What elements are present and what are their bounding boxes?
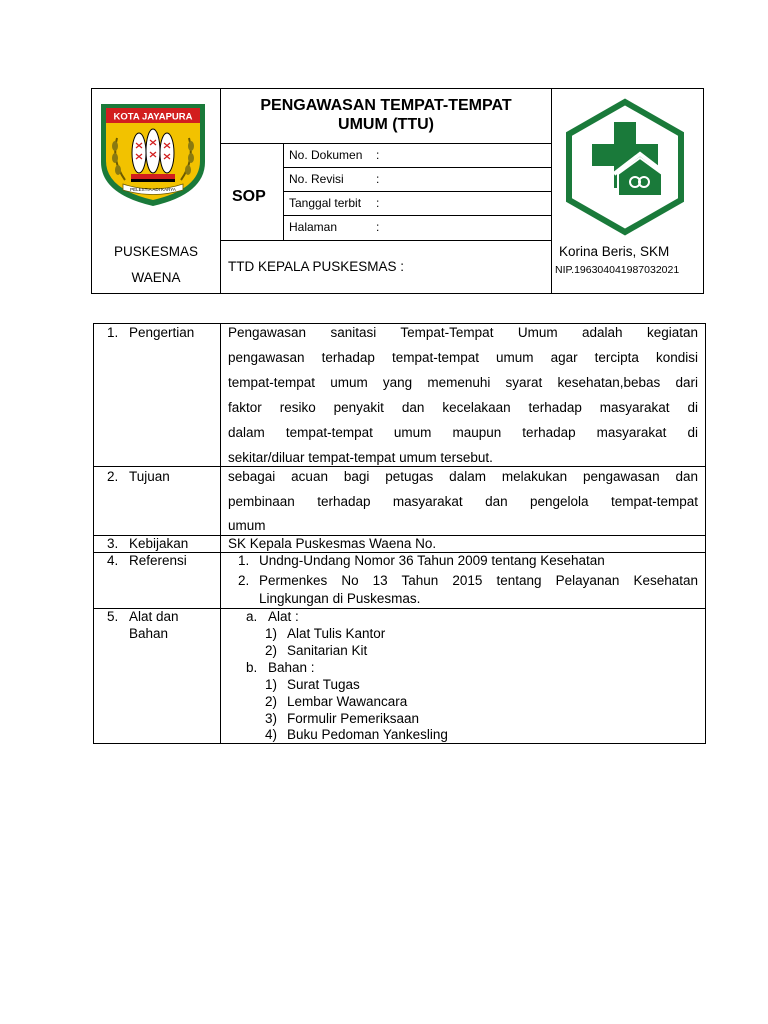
- reference-marker: 2.: [238, 573, 250, 588]
- item-text: Lembar Wawancara: [287, 694, 408, 709]
- document-title: [221, 96, 551, 134]
- group-marker: b.: [246, 660, 258, 675]
- item-marker: 1): [265, 626, 278, 641]
- group-title: Bahan :: [268, 660, 315, 675]
- signer-nip: NIP.196304041987032021: [555, 264, 680, 276]
- section-number: 2.: [107, 469, 119, 484]
- reference-line: Permenkes No 13 Tahun 2015 tentang Pelayanan Kesehatan: [259, 573, 698, 588]
- item-marker: 2): [265, 643, 278, 658]
- section-line: sekitar/diluar tempat-tempat umum tersebut.: [228, 450, 493, 465]
- field-no-revisi-value: :: [376, 172, 380, 186]
- section-label: Pengertian: [129, 325, 195, 340]
- section-line: dalam tempat-tempat umum maupun terhadap masyarakat di: [228, 425, 698, 440]
- svg-text:PELESTIA ADI KARYA: PELESTIA ADI KARYA: [130, 187, 176, 192]
- section-line: sebagai acuan bagi petugas dalam melakukan pengawasan dan: [228, 469, 698, 484]
- field-halaman-label: Halaman: [289, 220, 338, 234]
- title-line-1: PENGAWASAN TEMPAT-TEMPAT: [260, 97, 512, 114]
- field-halaman-value: :: [376, 220, 380, 234]
- section-line: faktor resiko penyakit dan kecelakaan terhadap masyarakat di: [228, 400, 698, 415]
- item-text: Buku Pedoman Yankesling: [287, 727, 448, 742]
- group-marker: a.: [246, 609, 258, 624]
- section-number: 3.: [107, 536, 119, 551]
- section-label: Tujuan: [129, 469, 170, 484]
- sop-label: SOP: [232, 188, 266, 205]
- section-number: 5.: [107, 609, 119, 624]
- item-marker: 4): [265, 727, 278, 742]
- section-label: Referensi: [129, 553, 187, 568]
- section-line: pembinaan terhadap masyarakat dan pengelola tempat-tempat: [228, 494, 698, 509]
- field-tanggal-terbit-value: :: [376, 196, 380, 210]
- section-label: Alat dan: [129, 609, 179, 624]
- item-text: Sanitarian Kit: [287, 643, 368, 658]
- section-number: 4.: [107, 553, 119, 568]
- section-line: pengawasan terhadap tempat-tempat umum agar tercipta kondisi: [228, 350, 698, 365]
- kota-jayapura-logo: [97, 98, 209, 208]
- item-marker: 2): [265, 694, 278, 709]
- section-line: SK Kepala Puskesmas Waena No.: [228, 536, 437, 551]
- title-line-2: UMUM (TTU): [338, 116, 434, 133]
- field-no-dokumen-label: No. Dokumen: [289, 148, 363, 162]
- org-name-line-2: WAENA: [131, 270, 181, 285]
- field-tanggal-terbit-label: Tanggal terbit: [289, 196, 362, 210]
- reference-line: Undng-Undang Nomor 36 Tahun 2009 tentang Kesehatan: [259, 553, 605, 568]
- section-line: umum: [228, 518, 266, 533]
- puskesmas-logo: [562, 98, 688, 236]
- item-marker: 3): [265, 711, 278, 726]
- item-marker: 1): [265, 677, 278, 692]
- reference-marker: 1.: [238, 553, 250, 568]
- item-text: Formulir Pemeriksaan: [287, 711, 420, 726]
- group-title: Alat :: [268, 609, 299, 624]
- item-text: Surat Tugas: [287, 677, 360, 692]
- signer-name: Korina Beris, SKM: [559, 244, 670, 259]
- svg-text:KOTA JAYAPURA: KOTA JAYAPURA: [113, 111, 193, 123]
- section-label: Kebijakan: [129, 536, 189, 551]
- field-no-dokumen-value: :: [376, 148, 380, 162]
- item-text: Alat Tulis Kantor: [287, 626, 386, 641]
- reference-line: Lingkungan di Puskesmas.: [259, 591, 421, 606]
- ttd-label: TTD KEPALA PUSKESMAS :: [228, 259, 405, 274]
- org-name-line-1: PUSKESMAS: [113, 244, 199, 259]
- section-line: tempat-tempat umum yang memenuhi syarat kesehatan,bebas dari: [228, 375, 698, 390]
- section-line: Pengawasan sanitasi Tempat-Tempat Umum adalah kegiatan: [228, 325, 698, 340]
- section-label: Bahan: [129, 626, 169, 641]
- section-number: 1.: [107, 325, 119, 340]
- field-no-revisi-label: No. Revisi: [289, 172, 344, 186]
